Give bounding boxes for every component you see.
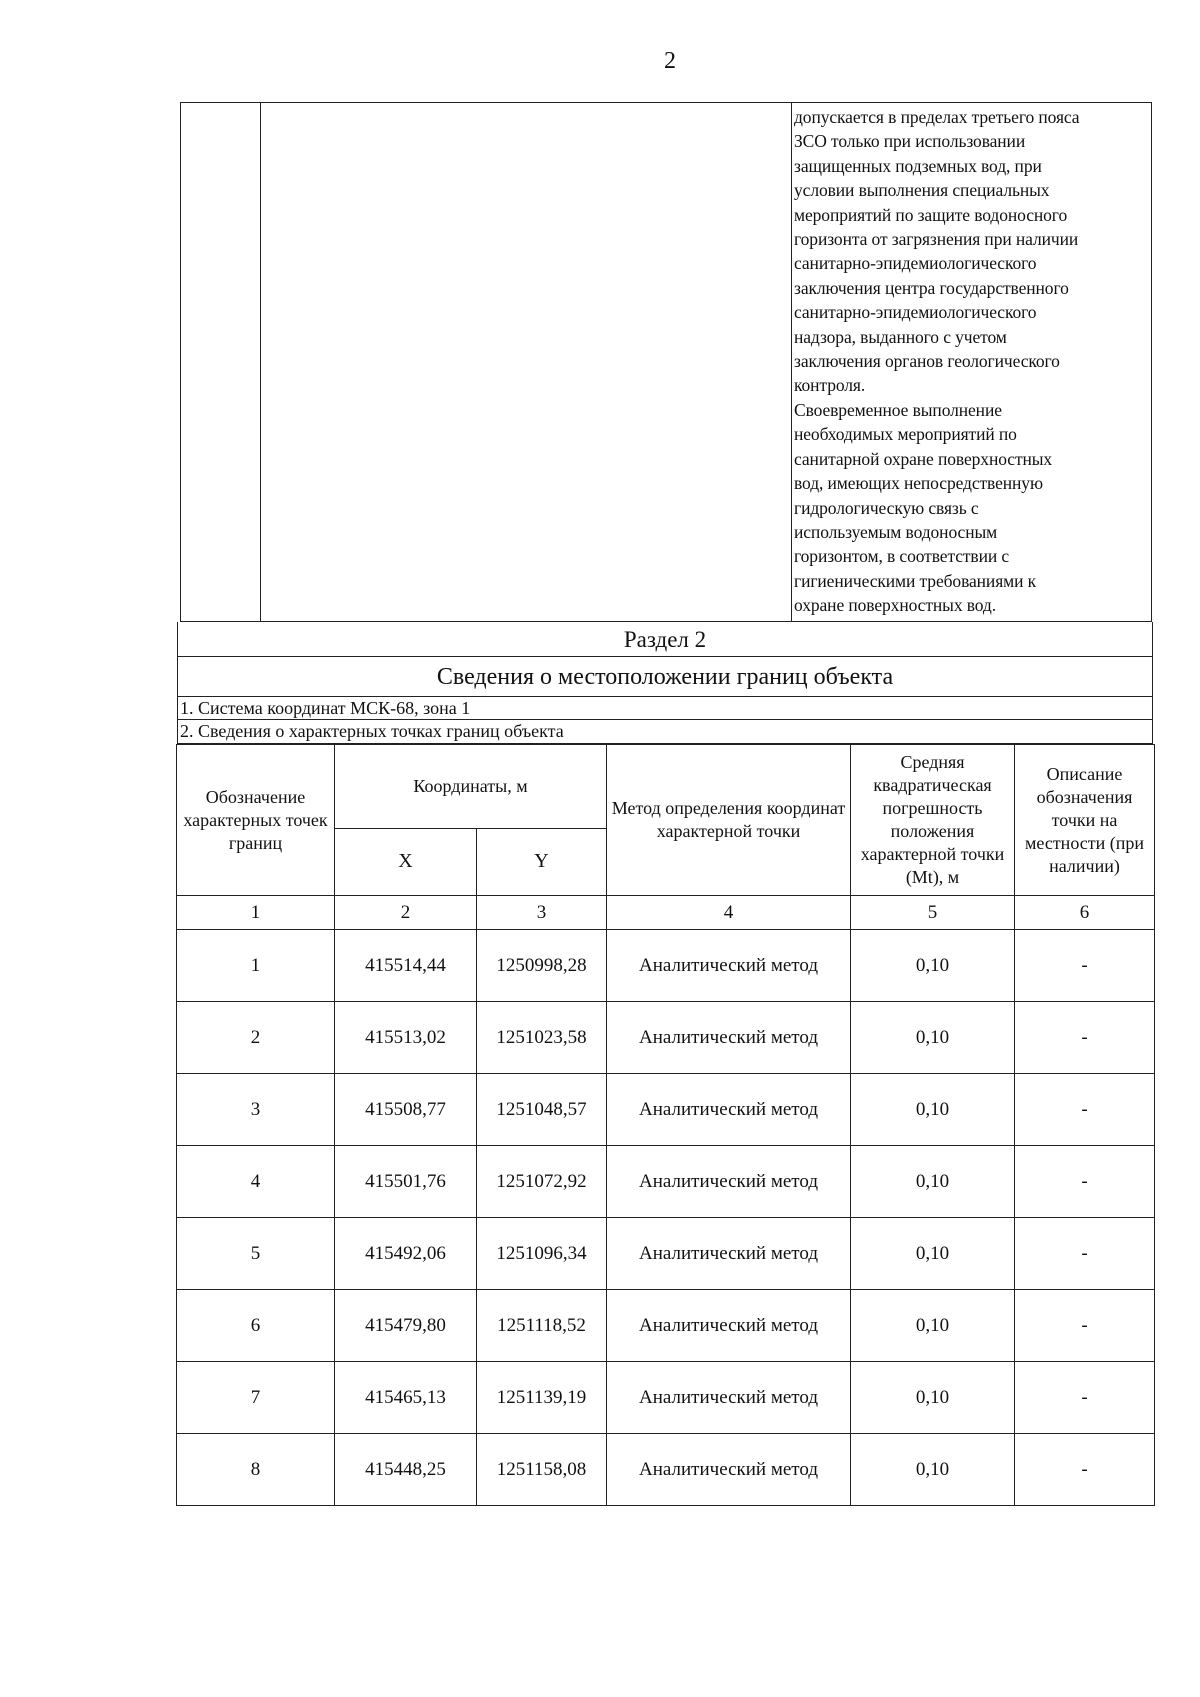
cell-error: 0,10 bbox=[851, 1290, 1015, 1362]
cell-x: 415448,25 bbox=[335, 1434, 477, 1506]
cell-error: 0,10 bbox=[851, 930, 1015, 1002]
column-divider bbox=[791, 103, 792, 621]
cell-y: 1251158,08 bbox=[477, 1434, 607, 1506]
column-number: 2 bbox=[335, 896, 477, 930]
cell-description: - bbox=[1015, 1434, 1155, 1506]
table-row bbox=[177, 1218, 1155, 1290]
cell-y: 1251096,34 bbox=[477, 1218, 607, 1290]
column-number: 3 bbox=[477, 896, 607, 930]
cell-method: Аналитический метод bbox=[607, 1290, 851, 1362]
cell-y: 1251118,52 bbox=[477, 1290, 607, 1362]
cell-point: 1 bbox=[177, 930, 335, 1002]
cell-description: - bbox=[1015, 1218, 1155, 1290]
cell-point: 4 bbox=[177, 1146, 335, 1218]
cell-method: Аналитический метод bbox=[607, 1218, 851, 1290]
cell-y: 1251023,58 bbox=[477, 1002, 607, 1074]
cell-x: 415479,80 bbox=[335, 1290, 477, 1362]
column-number-row bbox=[177, 896, 1155, 930]
restriction-note: допускается в пределах третьего пояса ЗСО только при использовании защищенных подземных вод, при условии выполнения специальных мероприятий по защите водоносного горизонта от загрязнения при наличии санитарно-эпидемиологического заключения центра государственного санитарно-эпидемиологического надзора, выданного с учетом заключения органов геологического контроля. Своевременное выполнение необходимых мероприятий по санитарной охране поверхностных вод, имеющих непосредственную гидрологическую связь с используемым водоносным горизонтом, в соответствии с гигиеническими требованиями к охране поверхностных вод. bbox=[794, 107, 1080, 616]
cell-error: 0,10 bbox=[851, 1074, 1015, 1146]
cell-description: - bbox=[1015, 1362, 1155, 1434]
cell-point: 6 bbox=[177, 1290, 335, 1362]
cell-description: - bbox=[1015, 1290, 1155, 1362]
cell-description: - bbox=[1015, 1074, 1155, 1146]
cell-error: 0,10 bbox=[851, 1218, 1015, 1290]
cell-x: 415508,77 bbox=[335, 1074, 477, 1146]
boundary-points-table bbox=[176, 744, 1155, 1506]
cell-point: 5 bbox=[177, 1218, 335, 1290]
header-method: Метод определения координат характерной точки bbox=[607, 745, 851, 896]
coordinate-system: 1. Система координат МСК-68, зона 1 bbox=[177, 697, 1153, 720]
column-divider bbox=[260, 103, 261, 621]
boundary-points-heading: 2. Сведения о характерных точках границ объекта bbox=[177, 720, 1153, 744]
cell-x: 415514,44 bbox=[335, 930, 477, 1002]
cell-description: - bbox=[1015, 1002, 1155, 1074]
table-row bbox=[177, 1146, 1155, 1218]
cell-error: 0,10 bbox=[851, 1362, 1015, 1434]
cell-description: - bbox=[1015, 930, 1155, 1002]
table-row bbox=[177, 1002, 1155, 1074]
cell-x: 415501,76 bbox=[335, 1146, 477, 1218]
table-row bbox=[177, 1074, 1155, 1146]
table-row bbox=[177, 1290, 1155, 1362]
column-number: 1 bbox=[177, 896, 335, 930]
header-y: Y bbox=[477, 828, 607, 895]
cell-y: 1251072,92 bbox=[477, 1146, 607, 1218]
cell-x: 415492,06 bbox=[335, 1218, 477, 1290]
cell-point: 2 bbox=[177, 1002, 335, 1074]
cell-method: Аналитический метод bbox=[607, 1146, 851, 1218]
cell-x: 415465,13 bbox=[335, 1362, 477, 1434]
cell-error: 0,10 bbox=[851, 1002, 1015, 1074]
section-title: Раздел 2 bbox=[177, 622, 1153, 657]
column-number: 5 bbox=[851, 896, 1015, 930]
header-designation: Обозначение характерных точек границ bbox=[177, 745, 335, 896]
cell-method: Аналитический метод bbox=[607, 1434, 851, 1506]
cell-y: 1250998,28 bbox=[477, 930, 607, 1002]
header-error: Средняя квадратическая погрешность положения характерной точки (Mt), м bbox=[851, 745, 1015, 896]
header-x: X bbox=[335, 828, 477, 895]
cell-method: Аналитический метод bbox=[607, 1074, 851, 1146]
continuation-table bbox=[180, 102, 1152, 622]
cell-method: Аналитический метод bbox=[607, 1362, 851, 1434]
cell-point: 3 bbox=[177, 1074, 335, 1146]
table-row bbox=[177, 1434, 1155, 1506]
cell-x: 415513,02 bbox=[335, 1002, 477, 1074]
cell-point: 7 bbox=[177, 1362, 335, 1434]
header-coordinates: Координаты, м bbox=[335, 745, 607, 829]
cell-y: 1251139,19 bbox=[477, 1362, 607, 1434]
column-number: 6 bbox=[1015, 896, 1155, 930]
cell-description: - bbox=[1015, 1146, 1155, 1218]
header-description: Описание обозначения точки на местности (при наличии) bbox=[1015, 745, 1155, 896]
section-subtitle: Сведения о местоположении границ объекта bbox=[177, 657, 1153, 697]
column-number: 4 bbox=[607, 896, 851, 930]
cell-y: 1251048,57 bbox=[477, 1074, 607, 1146]
cell-error: 0,10 bbox=[851, 1434, 1015, 1506]
page-number: 2 bbox=[664, 48, 676, 74]
cell-point: 8 bbox=[177, 1434, 335, 1506]
cell-method: Аналитический метод bbox=[607, 930, 851, 1002]
cell-method: Аналитический метод bbox=[607, 1002, 851, 1074]
cell-error: 0,10 bbox=[851, 1146, 1015, 1218]
table-row bbox=[177, 1362, 1155, 1434]
table-row bbox=[177, 930, 1155, 1002]
